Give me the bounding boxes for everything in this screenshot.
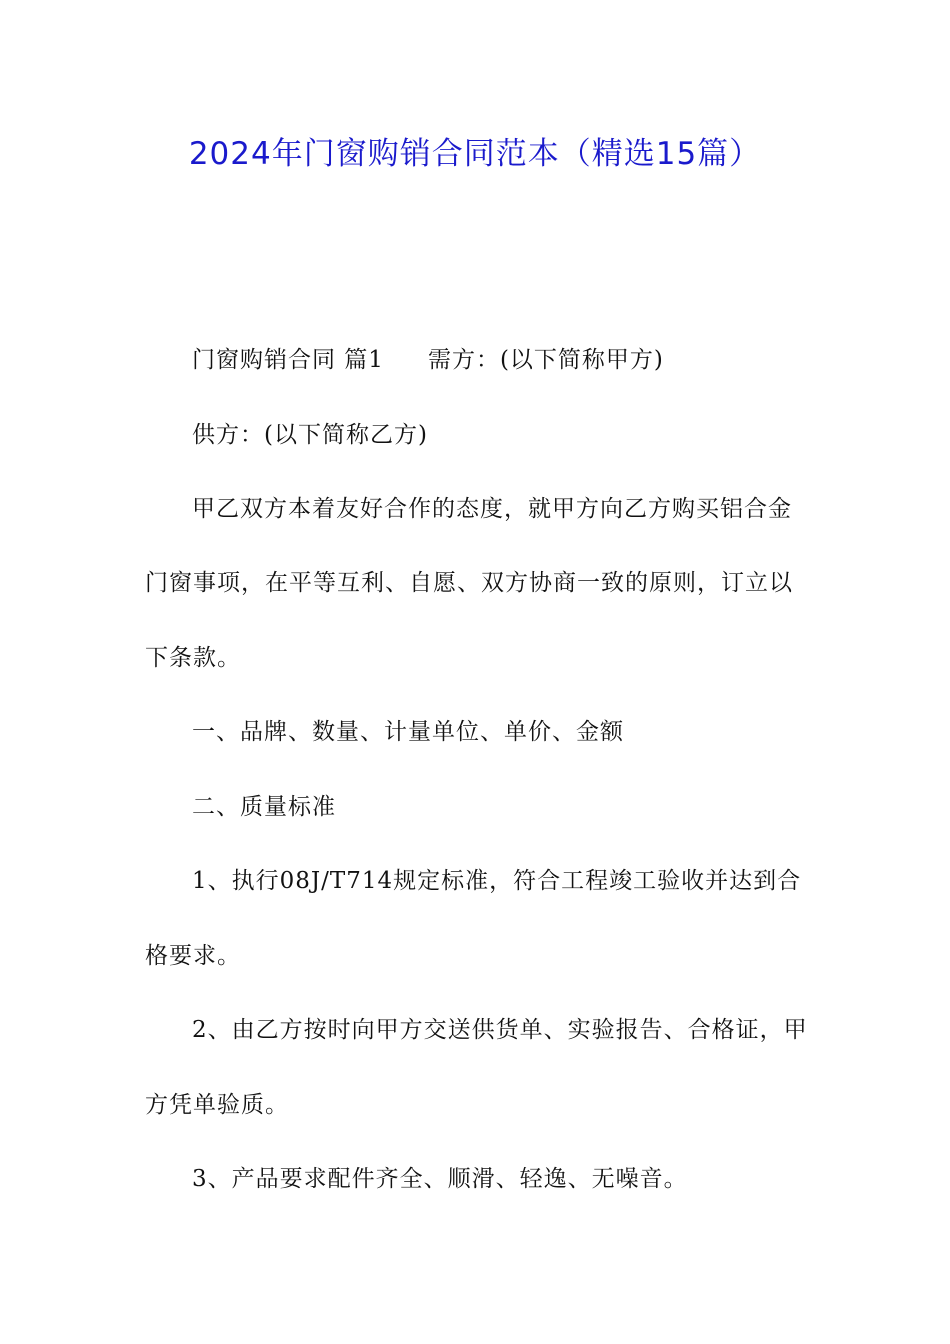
paragraph-line: 3、产品要求配件齐全、顺滑、轻逸、无噪音。 xyxy=(192,1166,688,1192)
paragraph-line: 门窗事项，在平等互利、自愿、双方协商一致的原则，订立以 xyxy=(145,570,793,596)
paragraph-line: 1、执行08J/T714规定标准，符合工程竣工验收并达到合 xyxy=(192,868,802,894)
section-heading: 一、品牌、数量、计量单位、单价、金额 xyxy=(192,719,624,745)
document-title: 2024年门窗购销合同范本（精选15篇） xyxy=(188,136,762,172)
paragraph-line: 方凭单验质。 xyxy=(145,1092,289,1118)
paragraph-line: 2、由乙方按时向甲方交送供货单、实验报告、合格证，甲 xyxy=(192,1017,808,1043)
heading-line xyxy=(192,345,664,375)
paragraph-line: 甲乙双方本着友好合作的态度，就甲方向乙方购买铝合金 xyxy=(192,496,792,522)
supplier-line: 供方：(以下简称乙方) xyxy=(192,422,428,448)
paragraph-line: 格要求。 xyxy=(145,943,241,969)
buyer-line: 需方：(以下简称甲方) xyxy=(427,347,664,373)
heading-part: 门窗购销合同 篇1 xyxy=(192,347,384,373)
paragraph-line: 下条款。 xyxy=(145,645,241,671)
section-heading: 二、质量标准 xyxy=(192,794,336,820)
